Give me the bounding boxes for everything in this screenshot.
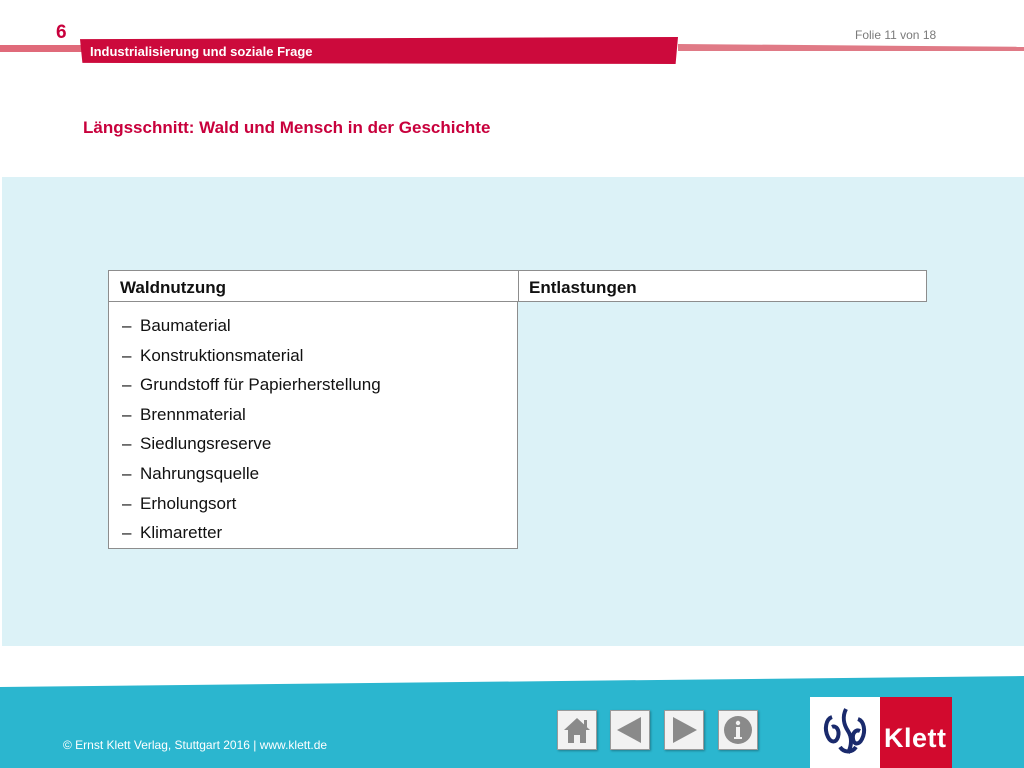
info-button[interactable]: [718, 710, 758, 750]
list-item: [122, 311, 517, 341]
slide-title: Längsschnitt: Wald und Mensch in der Geschichte: [83, 118, 491, 137]
list-item-text: Grundstoff für Papierherstellung: [140, 375, 381, 395]
slide-counter: Folie 11 von 18: [855, 28, 937, 42]
copyright-text: © Ernst Klett Verlag, Stuttgart 2016 | www.klett.de: [63, 738, 328, 752]
list-item: [122, 459, 517, 489]
bullet-dash: –: [122, 316, 132, 335]
klett-emblem-icon: [818, 703, 876, 763]
list-item: [122, 341, 517, 371]
column-header-entlastungen: Entlastungen: [518, 271, 926, 301]
list-item: [122, 429, 517, 459]
waldnutzung-list: [122, 311, 517, 548]
list-item-text: Klimaretter: [140, 523, 223, 543]
list-item: [122, 518, 517, 548]
list-item-text: Konstruktionsmaterial: [140, 345, 304, 365]
home-button[interactable]: [557, 710, 597, 750]
info-icon: [719, 711, 757, 749]
home-icon: [558, 711, 596, 749]
bullet-dash: –: [122, 345, 132, 365]
bullet-dash: –: [122, 463, 132, 483]
list-item: [122, 489, 517, 519]
header-decor-line-right: [678, 44, 1024, 51]
next-slide-button[interactable]: [664, 710, 704, 750]
list-item: [122, 370, 517, 400]
list-item: [122, 400, 517, 430]
list-item-text: Baumaterial: [140, 316, 231, 335]
chapter-number: 6: [56, 22, 67, 43]
klett-logo-text: Klett: [884, 723, 947, 753]
bullet-dash: –: [122, 493, 132, 513]
arrow-right-icon: [665, 711, 703, 749]
arrow-left-icon: [611, 711, 649, 749]
chapter-title: Industrialisierung und soziale Frage: [90, 44, 313, 59]
header-decor-line-left: [0, 45, 82, 52]
list-item-text: Brennmaterial: [140, 404, 246, 424]
previous-slide-button[interactable]: [610, 710, 650, 750]
list-item-text: Siedlungsreserve: [140, 434, 272, 454]
bullet-dash: –: [122, 404, 132, 424]
list-item-text: Nahrungsquelle: [140, 463, 260, 483]
bullet-dash: –: [122, 523, 132, 543]
table-header-row: [108, 270, 927, 302]
column-header-waldnutzung: Waldnutzung: [120, 278, 227, 297]
bullet-dash: –: [122, 434, 132, 454]
waldnutzung-cell: [108, 302, 518, 549]
list-item-text: Erholungsort: [140, 493, 237, 513]
bullet-dash: –: [122, 375, 132, 395]
waldnutzung-table: [108, 270, 927, 549]
